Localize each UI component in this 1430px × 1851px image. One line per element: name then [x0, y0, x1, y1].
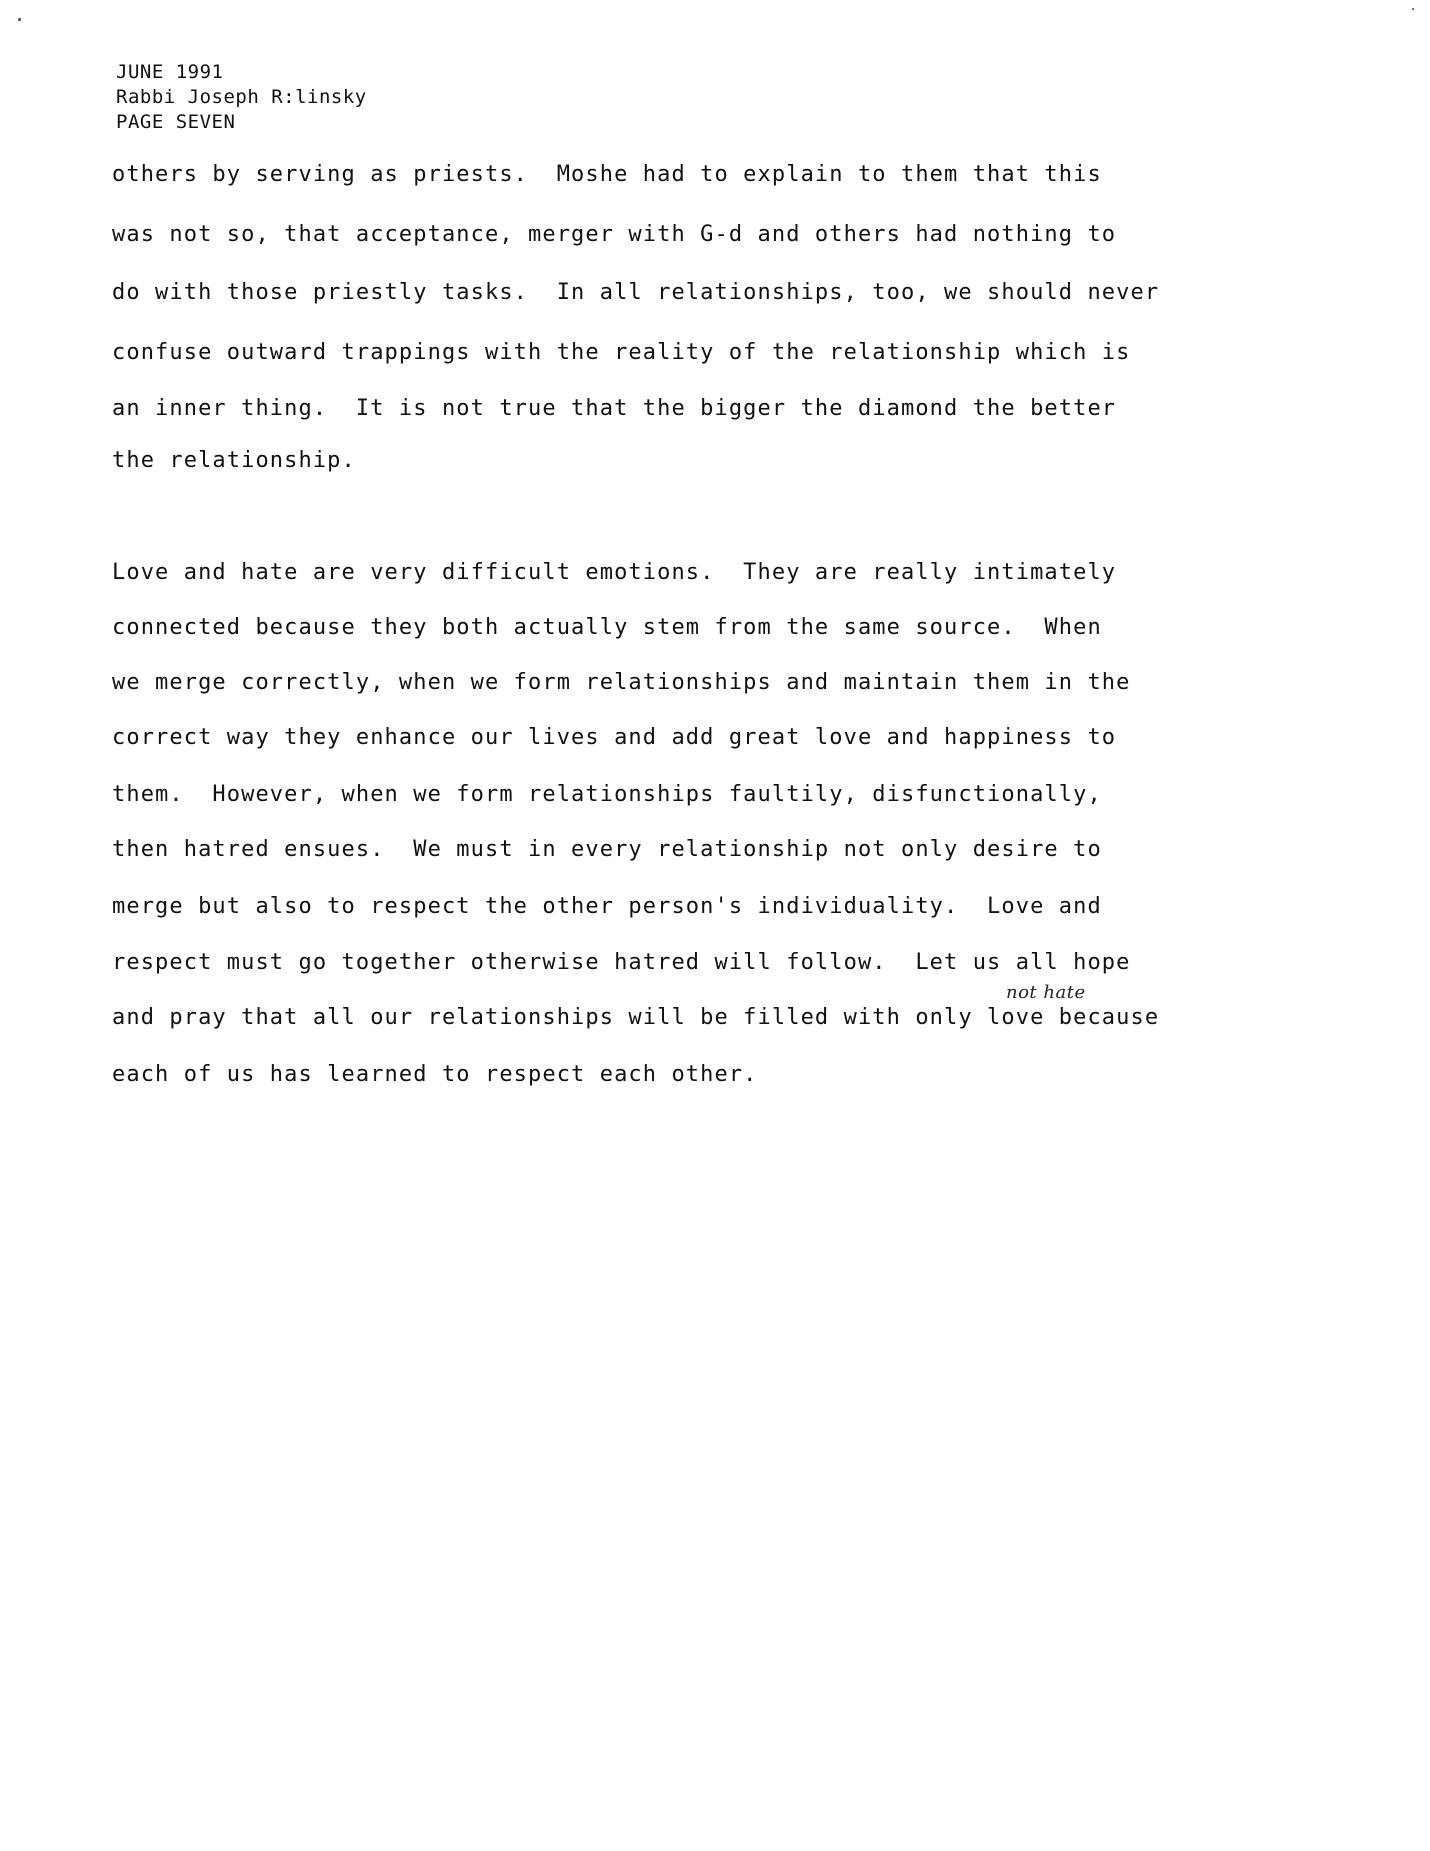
text-line: and pray that all our relationships will be filled with only love because — [112, 1005, 1160, 1030]
text-line: confuse outward trappings with the reality of the relationship which is — [112, 340, 1131, 365]
text-line: others by serving as priests. Moshe had to explain to them that this — [112, 162, 1102, 187]
document-header — [116, 60, 367, 135]
header-author: Rabbi Joseph R:linsky — [116, 86, 367, 108]
text-line: do with those priestly tasks. In all relationships, too, we should never — [112, 280, 1160, 305]
header-date: JUNE 1991 — [116, 61, 224, 83]
text-line: then hatred ensues. We must in every relationship not only desire to — [112, 837, 1102, 862]
text-line: Love and hate are very difficult emotions. They are really intimately — [112, 560, 1117, 585]
text-line: connected because they both actually stem from the same source. When — [112, 615, 1102, 640]
text-line: each of us has learned to respect each other. — [112, 1062, 758, 1087]
text-line: an inner thing. It is not true that the bigger the diamond the better — [112, 396, 1117, 421]
scan-speck — [18, 18, 21, 21]
text-line: was not so, that acceptance, merger with G-d and others had nothing to — [112, 222, 1117, 247]
text-line: the relationship. — [112, 448, 356, 473]
header-page-number: PAGE SEVEN — [116, 111, 236, 133]
text-line: respect must go together otherwise hatred will follow. Let us all hope — [112, 950, 1131, 975]
text-line: correct way they enhance our lives and add great love and happiness to — [112, 725, 1117, 750]
text-line: we merge correctly, when we form relationships and maintain them in the — [112, 670, 1131, 695]
text-line: them. However, when we form relationships faultily, disfunctionally, — [112, 782, 1102, 807]
handwritten-annotation: not hate — [1006, 982, 1086, 1003]
text-line: merge but also to respect the other person's individuality. Love and — [112, 894, 1102, 919]
scan-speck — [1412, 8, 1414, 10]
